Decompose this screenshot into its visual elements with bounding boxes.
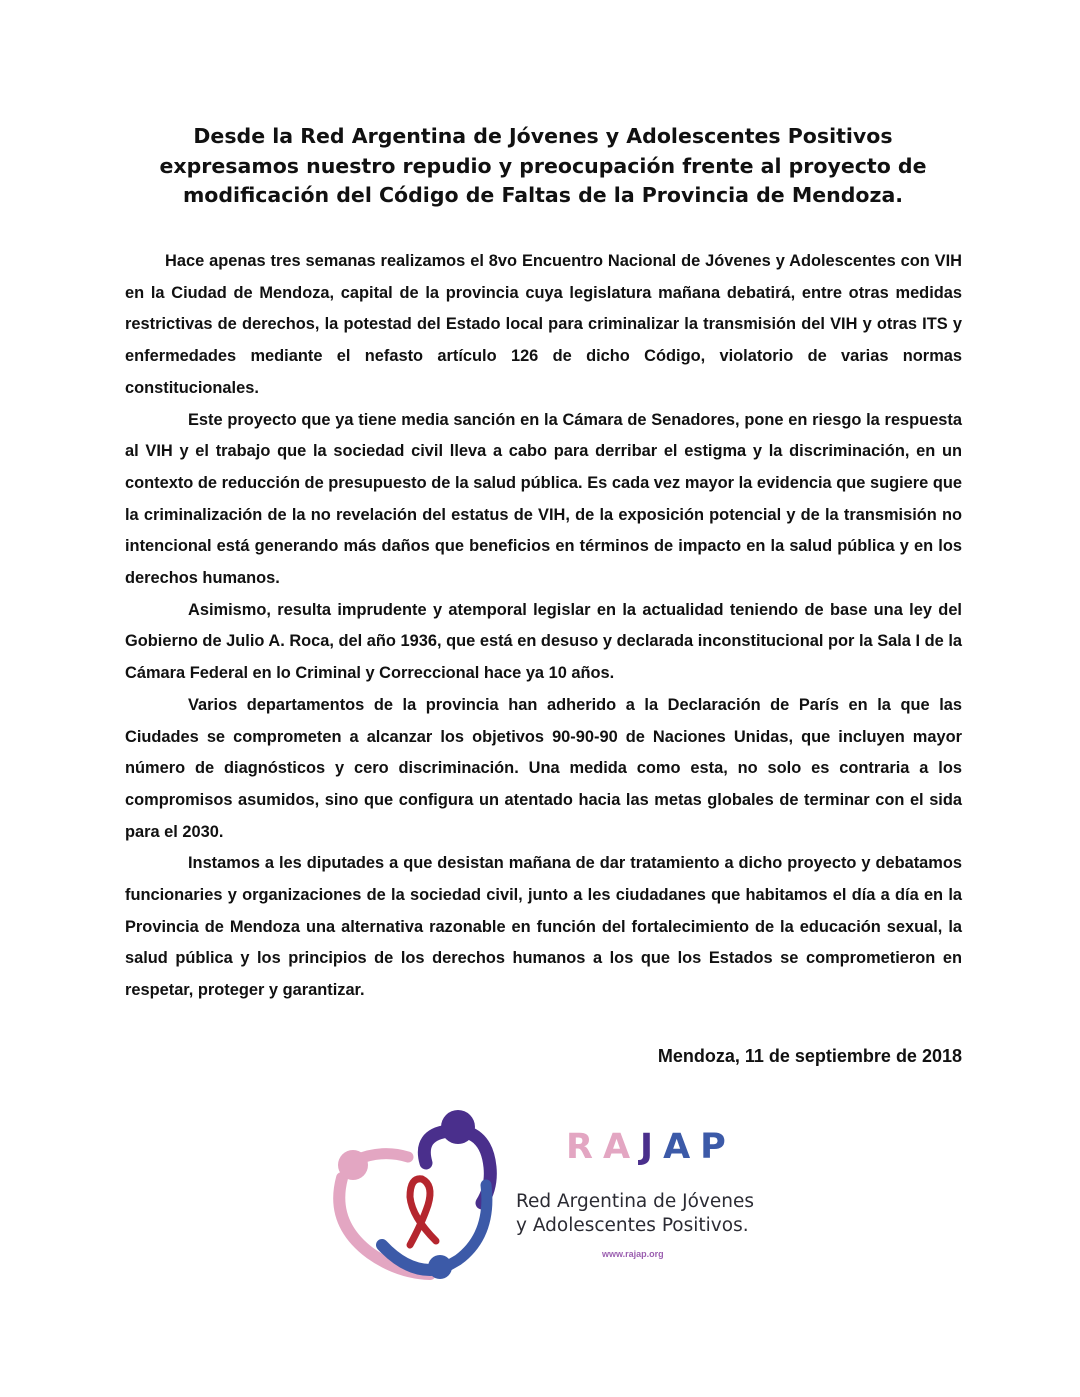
website-url: www.rajap.org (602, 1249, 664, 1259)
organization-line: y Adolescentes Positivos. (516, 1215, 749, 1236)
brand-letters: RA (566, 1127, 641, 1167)
title-line: modificación del Código de Faltas de la Provincia de Mendoza. (182, 183, 904, 207)
paragraph: Instamos a les diputades a que desistan mañana de dar tratamiento a dicho proyecto y debatamos funcionaries y organizaciones de la sociedad civil, junto a les ciudadanes que habitamos el día a día en la Provincia de Mendoza una alternativa razonable en función del fortalecimiento de la educación sexual, la salud pública y los principios de los derechos humanos a los que los Estados se comprometieron en respetar, proteger y garantizar. (125, 854, 962, 1000)
paragraph: Hace apenas tres semanas realizamos el 8vo Encuentro Nacional de Jóvenes y Adolescentes con VIH en la Ciudad de Mendoza, capital de la provincia cuya legislatura mañana debatirá, entre otras medidas restrictivas de derechos, la potestad del Estado local para criminalizar la transmisión del VIH y otras ITS y enfermedades mediante el nefasto artículo 126 de dicho Código, violatorio de varias normas constitucionales. (125, 252, 962, 397)
brand-logotype (566, 1127, 736, 1167)
heart-figures-ribbon-icon (330, 1105, 502, 1285)
brand-letters: AP (663, 1127, 736, 1167)
document-body (125, 246, 962, 1007)
paragraph: Asimismo, resulta imprudente y atemporal legislar en la actualidad teniendo de base una ley del Gobierno de Julio A. Roca, del año 1936, que está en desuso y declarada inconstitucional por la Sala I de la Cámara Federal en lo Criminal y Correccional hace ya 10 años. (125, 600, 962, 683)
paragraph: Varios departamentos de la provincia han adherido a la Declaración de París en la que las Ciudades se comprometen a alcanzar los objetivos 90-90-90 de Naciones Unidas, que incluyen mayor número de diagnósticos y cero discriminación. Una medida como esta, no solo es contraria a los compromisos asumidos, sino que configura un atentado hacia las metas globales de terminar con el sida para el 2030. (125, 695, 962, 841)
organization-name (516, 1190, 754, 1238)
title-line: expresamos nuestro repudio y preocupación frente al proyecto de (159, 153, 927, 178)
document-title (110, 122, 976, 211)
paragraph: Este proyecto que ya tiene media sanción en la Cámara de Senadores, pone en riesgo la respuesta al VIH y el trabajo que la sociedad civil lleva a cabo para derribar el estigma y la discriminación, en un contexto de reducción de presupuesto de la salud pública. Es cada vez mayor la evidencia que sugiere que la criminalización de la no revelación del estatus de VIH, de la exposición potencial y de la transmisión no intencional está generando más daños que beneficios en términos de impacto en la salud pública y en los derechos humanos. (125, 410, 962, 588)
organization-line: Red Argentina de Jóvenes (516, 1191, 755, 1212)
title-line: Desde la Red Argentina de Jóvenes y Adolescentes Positivos (193, 124, 893, 148)
brand-letters: J (640, 1127, 664, 1167)
signature-date: Mendoza, 11 de septiembre de 2018 (657, 1046, 962, 1066)
